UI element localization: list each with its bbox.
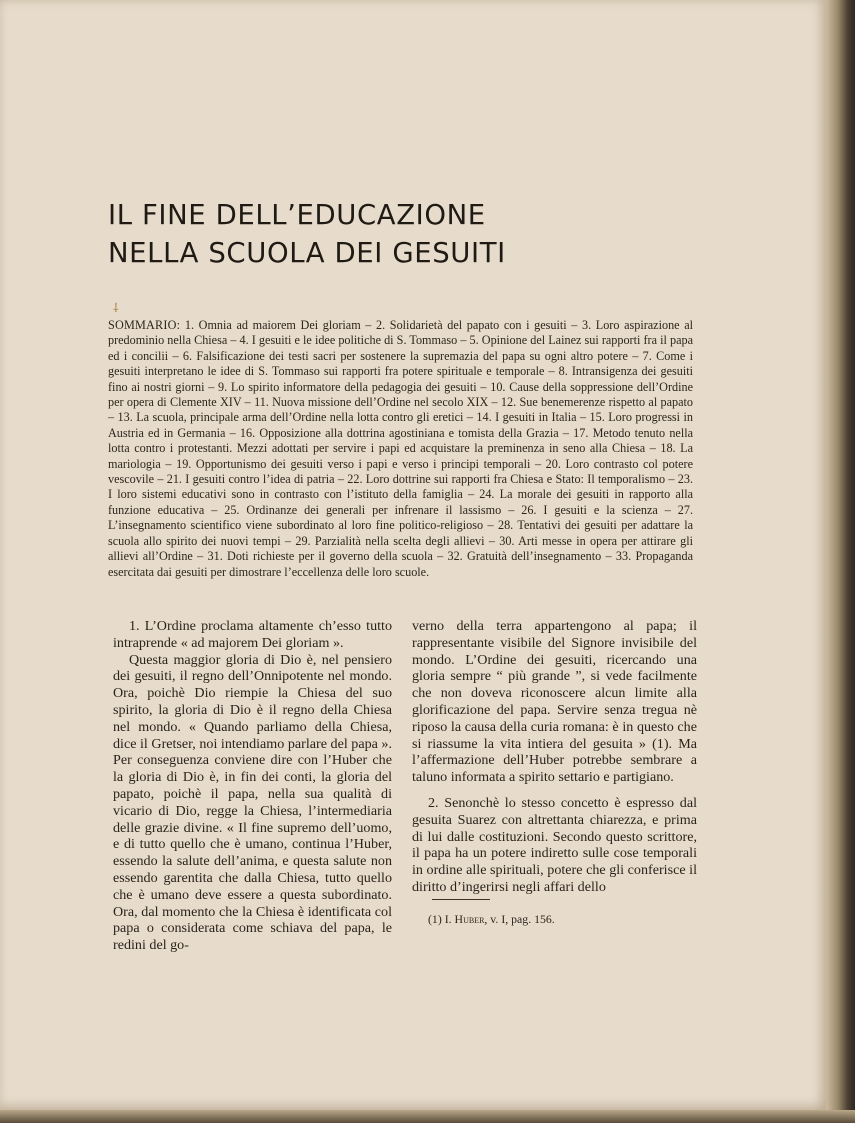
chapter-title [108, 196, 728, 272]
paragraph-3: 2. Senonchè lo stesso concetto è espresso dal gesuita Suarez con altrettanta chiarezza, e prima di lui dalle costituzioni. Secondo questo scrittore, il papa ha un potere indiretto sulle cose temporali in ordine alle spirituali, potere che gli conferisce il diritto d’ingerirsi negli affari dello [412, 794, 697, 895]
footnote-divider [432, 899, 490, 900]
summary-paragraph [108, 318, 693, 580]
left-column [113, 618, 392, 954]
summary-text: 1. Omnia ad maiorem Dei gloriam – 2. Solidarietà del papato con i gesuiti – 3. Loro aspirazione al predominio nella Chiesa – 4. I gesuiti e le idee politiche di S. Tommaso – 5. Opinione del Lainez sui rapporti fra il papa ed i concilii – 6. Falsificazione dei testi sacri per sostenere la supremazia del papa su ogni altro potere – 7. Come i gesuiti interpretano le idee di S. Tommaso sui rapporti fra potere spirituale e temporale – 8. Intransigenza dei gesuiti fino ai nostri giorni – 9. Lo spirito informatore della pedagogia dei gesuiti – 10. Cause della soppressione dell’Ordine per opera di Clemente XIV – 11. Nuova missione dell’Ordine nel secolo XIX – 12. Sue benemerenze rispetto al papato – 13. La scuola, principale arma dell’Ordine nella lotta contro gli eretici – 14. I gesuiti in Italia – 15. Loro progressi in Austria ed in Germania – 16. Opposizione alla dottrina agostiniana e tomista della Grazia – 17. Metodo tenuto nella lotta contro i protestanti. Mezzi adottati per servire i papi ed acquistare la preminenza in seno alla Chiesa – 18. La mariologia – 19. Opportunismo dei gesuiti verso i papi e verso i principi temporali – 20. Loro contrasto col potere vescovile – 21. I gesuiti contro l’idea di patria – 22. Loro dottrine sui rapporti fra Chiesa e Stato: Il temporalismo – 23. I loro sistemi educativi sono in contrasto con l’istituto della famiglia – 24. La morale dei gesuiti in rapporto alla funzione educativa – 25. Ordinanze dei generali per infrenare il lassismo – 26. I gesuiti e la scienza – 27. L’insegnamento scientifico viene subordinato al loro fine politico-religioso – 28. Tentativi dei gesuiti per adattare la scuola allo spirito dei nuovi tempi – 29. Parzialità nella scelta degli allievi – 30. Arti messe in opera per attirare gli allievi all’Ordine – 31. Doti richieste per il governo della scuola – 32. Gratuità dell’insegnamento – 33. Propaganda esercitata dai gesuiti per dimostrare l’eccellenza delle loro scuole. [108, 318, 693, 579]
right-column [412, 618, 697, 896]
paragraph-2: Questa maggior gloria di Dio è, nel pensiero dei gesuiti, il regno dell’Onnipotente nel mondo. Ora, poichè Dio riempie la Chiesa del suo spirito, la gloria di Dio è il regno della Chiesa nel mondo. « Quando parliamo della Chiesa, dice il Gretser, noi intendiamo parlare del papa ». Per conseguenza conviene dire con l’Huber che la gloria di Dio è, in fin dei conti, la gloria del papato, poichè il papa, nella sua qualità di vicario di Dio, regge la Chiesa, l’intermediaria delle grazie divine. « Il fine supremo dell’uomo, e di tutto quello che è umano, continua l’Huber, essendo la salute dell’anima, e questa salute non essendo garentita che dalla Chiesa, tutto quello che è umano deve essere a questa subordinato. Ora, dal momento che la Chiesa è identificata col papa o considerata come schiava del papa, le redini del go- [113, 651, 392, 954]
page-edge-bottom [0, 1110, 855, 1123]
title-line-2: NELLA SCUOLA DEI GESUITI [108, 237, 506, 269]
paragraph-2-continued: verno della terra appartengono al papa; il rappresentante visibile del Signore invisibile del mondo. L’Ordine dei gesuiti, ricercando una gloria sempre “ più grande ”, si vede facilmente che non doveva riconoscere alcun limite alla glorificazione del papa. Servire senza tregua nè riposo la causa della curia romana: è in questo che si riassume la vita intiera del gesuita » (1). Ma l’affermazione dell’Huber potrebbe sembrare a taluno informata a spirito settario e partigiano. [412, 618, 697, 786]
footnote [428, 912, 555, 927]
paragraph-1: 1. L’Ordine proclama altamente ch’esso tutto intraprende « ad majorem Dei gloriam ». [113, 618, 392, 651]
footnote-ref: (1) I. [428, 912, 455, 926]
footnote-author: Huber [454, 912, 485, 926]
footnote-source: , v. I, pag. 156. [484, 912, 555, 926]
summary-heading: SOMMARIO: [108, 318, 181, 332]
ornament-mark: ⸸ [113, 301, 119, 315]
title-line-1: IL FINE DELL’EDUCAZIONE [108, 199, 486, 231]
page-edge-right [826, 0, 855, 1123]
